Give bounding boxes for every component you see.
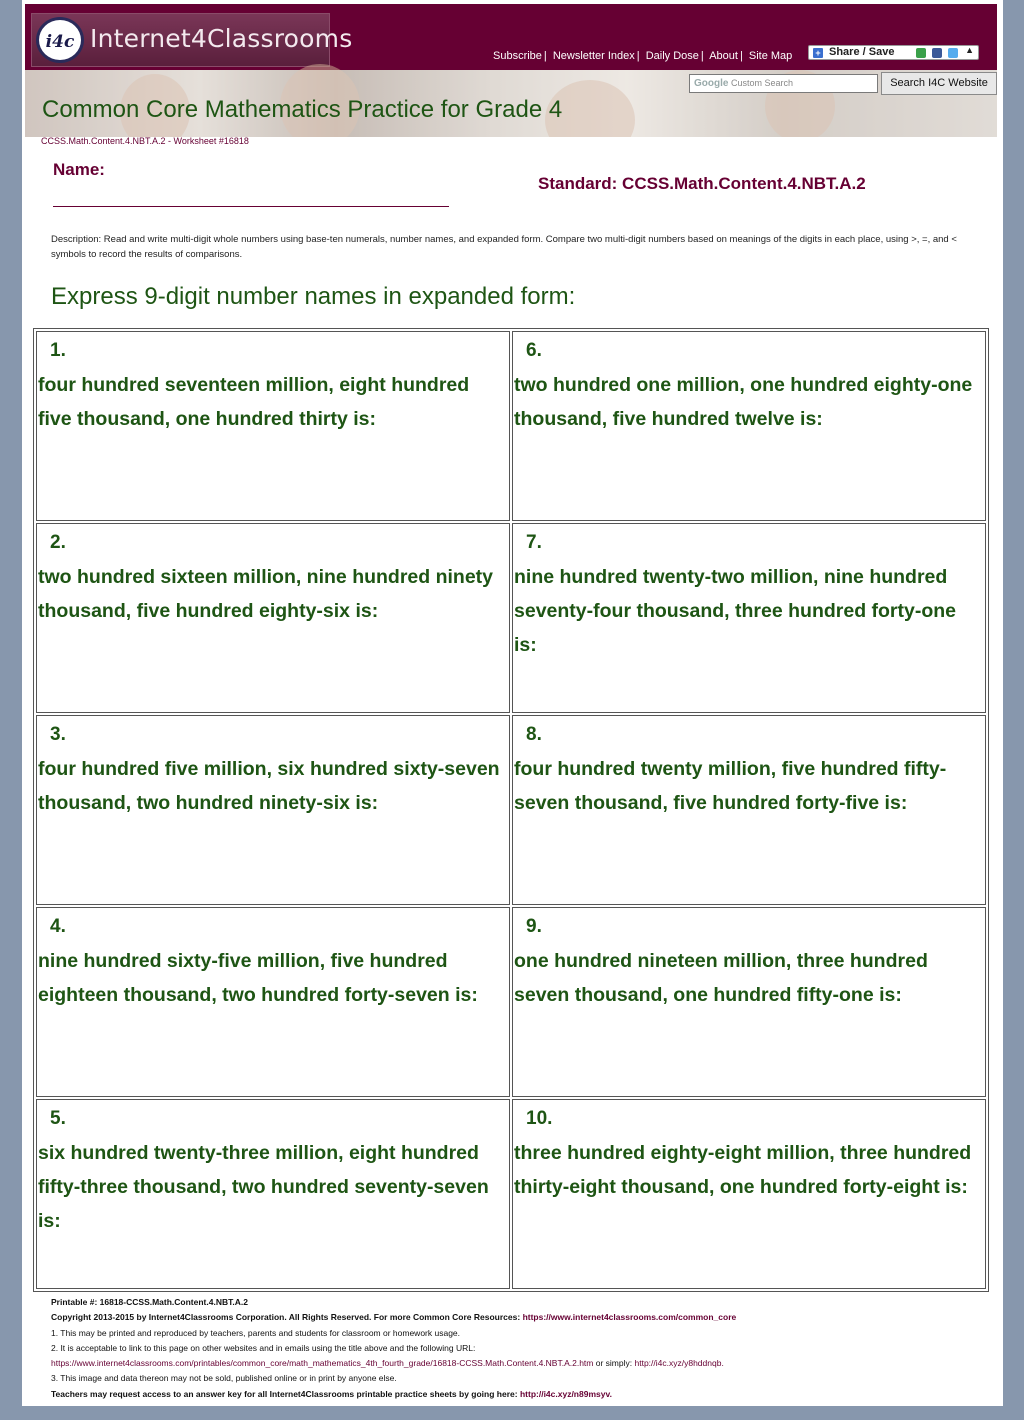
- footer: [51, 1295, 993, 1402]
- nav-about[interactable]: About: [709, 50, 738, 62]
- question-text: four hundred twenty million, five hundred fifty-seven thousand, five hundred forty-five is:: [514, 758, 947, 814]
- description: Description: Read and write multi-digit whole numbers using base-ten numerals, number names, and expanded form. Compare two multi-digit numbers based on meanings of the digits in each place, using >, =, and < symbols to record the results of comparisons.: [51, 234, 957, 260]
- search-input[interactable]: [689, 74, 878, 93]
- worksheet-page: [22, 0, 1003, 1406]
- page-url-link[interactable]: https://www.internet4classrooms.com/printables/common_core/math_mathematics_4th_fourth_grade/16818-CCSS.Math.Content.4.NBT.A.2.htm: [51, 1358, 594, 1369]
- question-text: nine hundred sixty-five million, five hundred eighteen thousand, two hundred forty-seven is:: [38, 950, 478, 1006]
- question-number: 1.: [50, 340, 66, 361]
- answer-key-line: [51, 1387, 993, 1402]
- question-cell: [36, 1099, 510, 1289]
- nav-daily-dose[interactable]: Daily Dose: [645, 50, 699, 62]
- question-cell: [512, 715, 986, 905]
- question-number: 8.: [526, 724, 542, 745]
- name-line: [53, 206, 449, 207]
- question-number: 7.: [526, 532, 542, 553]
- question-number: 3.: [50, 724, 66, 745]
- copyright-text: Copyright 2013-2015 by Internet4Classrooms Corporation. All Rights Reserved. For more Common Core Resources:: [51, 1312, 521, 1323]
- usage-note-1: 1. This may be printed and reproduced by teachers, parents and students for classroom or homework usage.: [51, 1327, 461, 1338]
- answer-key-text: Teachers may request access to an answer key for all Internet4Classrooms printable practice sheets by going here:: [51, 1388, 518, 1399]
- short-url-link[interactable]: http://i4c.xyz/y8hddnqb.: [634, 1358, 724, 1369]
- question-number: 9.: [526, 916, 542, 937]
- search-button[interactable]: Search I4C Website: [881, 72, 997, 95]
- question-cell: [512, 907, 986, 1097]
- question-cell: [512, 523, 986, 713]
- common-core-link[interactable]: https://www.internet4classrooms.com/common_core: [522, 1312, 737, 1323]
- question-text: three hundred eighty-eight million, three hundred thirty-eight thousand, one hundred forty-eight is:: [514, 1142, 972, 1198]
- search-placeholder: Custom Search: [730, 78, 793, 88]
- question-number: 2.: [50, 532, 66, 553]
- site-name: Internet4Classrooms: [90, 24, 353, 53]
- site-logo[interactable]: [31, 13, 353, 67]
- instruction: Express 9-digit number names in expanded form:: [51, 283, 576, 310]
- google-logo: Google: [694, 78, 729, 89]
- question-text: two hundred one million, one hundred eighty-one thousand, five hundred twelve is:: [514, 374, 973, 430]
- question-text: six hundred twenty-three million, eight hundred fifty-three thousand, two hundred seventy-seven is:: [38, 1142, 489, 1232]
- page-title: Common Core Mathematics Practice for Grade 4: [42, 96, 563, 123]
- question-cell: [36, 331, 510, 521]
- twitter-icon: [948, 48, 958, 58]
- question-cell: [512, 331, 986, 521]
- top-nav: Subscribe | Newsletter Index | Daily Dose | About | Site Map: [493, 50, 793, 62]
- question-number: 10.: [526, 1108, 553, 1129]
- usage-note-3: 3. This image and data thereon may not be sold, published online or in print by anyone else.: [51, 1373, 397, 1384]
- plus-icon: +: [813, 48, 823, 58]
- question-cell: [512, 1099, 986, 1289]
- usage-note-2-urls: [51, 1356, 993, 1371]
- nav-newsletter-index[interactable]: Newsletter Index: [552, 50, 635, 62]
- site-header: [25, 4, 997, 137]
- printable-number: Printable #: 16818-CCSS.Math.Content.4.NBT.A.2: [51, 1297, 248, 1307]
- question-text: two hundred sixteen million, nine hundred ninety thousand, five hundred eighty-six is:: [38, 566, 494, 622]
- share-label: Share / Save: [829, 46, 895, 58]
- chevron-updown-icon: ▲: [965, 45, 974, 55]
- question-cell: [36, 523, 510, 713]
- or-simply-text: or simply:: [595, 1358, 633, 1369]
- facebook-icon: [932, 48, 942, 58]
- questions-grid: [33, 328, 989, 1292]
- logo-mark: i4c: [45, 32, 75, 52]
- copyright-line: [51, 1310, 993, 1325]
- email-share-icon: [916, 48, 926, 58]
- question-cell: [36, 907, 510, 1097]
- name-label: Name:: [53, 160, 105, 179]
- standard-label: Standard: CCSS.Math.Content.4.NBT.A.2: [538, 174, 866, 193]
- question-number: 5.: [50, 1108, 66, 1129]
- question-text: nine hundred twenty-two million, nine hundred seventy-four thousand, three hundred forty-one is:: [514, 566, 957, 656]
- nav-subscribe[interactable]: Subscribe: [493, 50, 542, 62]
- question-number: 6.: [526, 340, 542, 361]
- nav-site-map[interactable]: Site Map: [748, 50, 793, 62]
- question-number: 4.: [50, 916, 66, 937]
- question-cell: [36, 715, 510, 905]
- question-text: four hundred five million, six hundred sixty-seven thousand, two hundred ninety-six is:: [38, 758, 500, 814]
- share-save-button[interactable]: [808, 45, 979, 60]
- logo-icon: [36, 17, 84, 63]
- usage-note-2: 2. It is acceptable to link to this page on other websites and in emails using the title above and the following URL:: [51, 1342, 476, 1353]
- breadcrumb: CCSS.Math.Content.4.NBT.A.2 - Worksheet #16818: [41, 136, 249, 146]
- answer-key-link[interactable]: http://i4c.xyz/n89msyv.: [519, 1388, 612, 1399]
- question-text: one hundred nineteen million, three hundred seven thousand, one hundred fifty-one is:: [514, 950, 928, 1006]
- question-text: four hundred seventeen million, eight hundred five thousand, one hundred thirty is:: [38, 374, 470, 430]
